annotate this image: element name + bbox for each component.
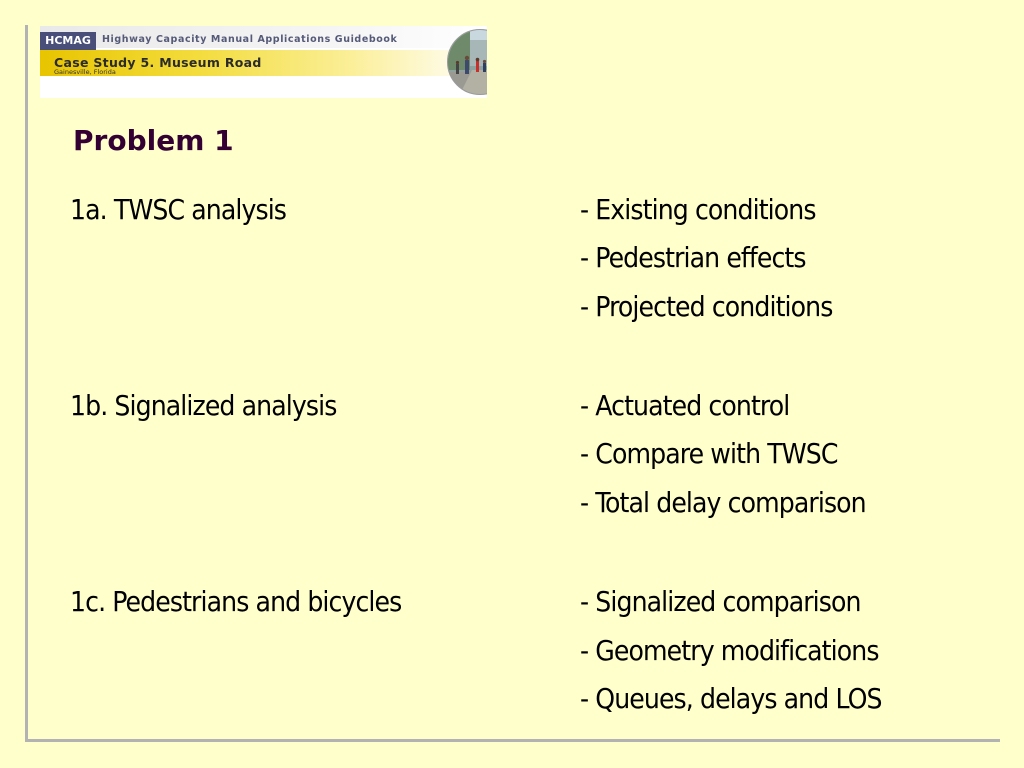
section-item: - Projected conditions <box>580 290 833 323</box>
section-label-1c: 1c. Pedestrians and bicycles <box>70 585 402 618</box>
slide-frame-bottom <box>25 739 1000 742</box>
slide-title: Problem 1 <box>73 124 234 157</box>
section-item: - Pedestrian effects <box>580 241 806 274</box>
section-label-1a: 1a. TWSC analysis <box>70 193 287 226</box>
guidebook-title: Highway Capacity Manual Applications Guidebook <box>102 34 398 45</box>
section-item: - Actuated control <box>580 389 790 422</box>
header-banner <box>40 26 487 98</box>
section-label-1b: 1b. Signalized analysis <box>70 389 337 422</box>
section-item: - Compare with TWSC <box>580 437 838 470</box>
hcmag-badge: HCMAG <box>40 32 96 50</box>
section-item: - Geometry modifications <box>580 634 879 667</box>
case-study-location: Gainesville, Florida <box>54 68 116 76</box>
slide-frame-left <box>25 25 28 741</box>
section-item: - Signalized comparison <box>580 585 861 618</box>
section-item: - Total delay comparison <box>580 486 866 519</box>
section-item: - Queues, delays and LOS <box>580 682 882 715</box>
section-item: - Existing conditions <box>580 193 816 226</box>
case-study-title: Case Study 5. Museum Road <box>54 55 262 70</box>
